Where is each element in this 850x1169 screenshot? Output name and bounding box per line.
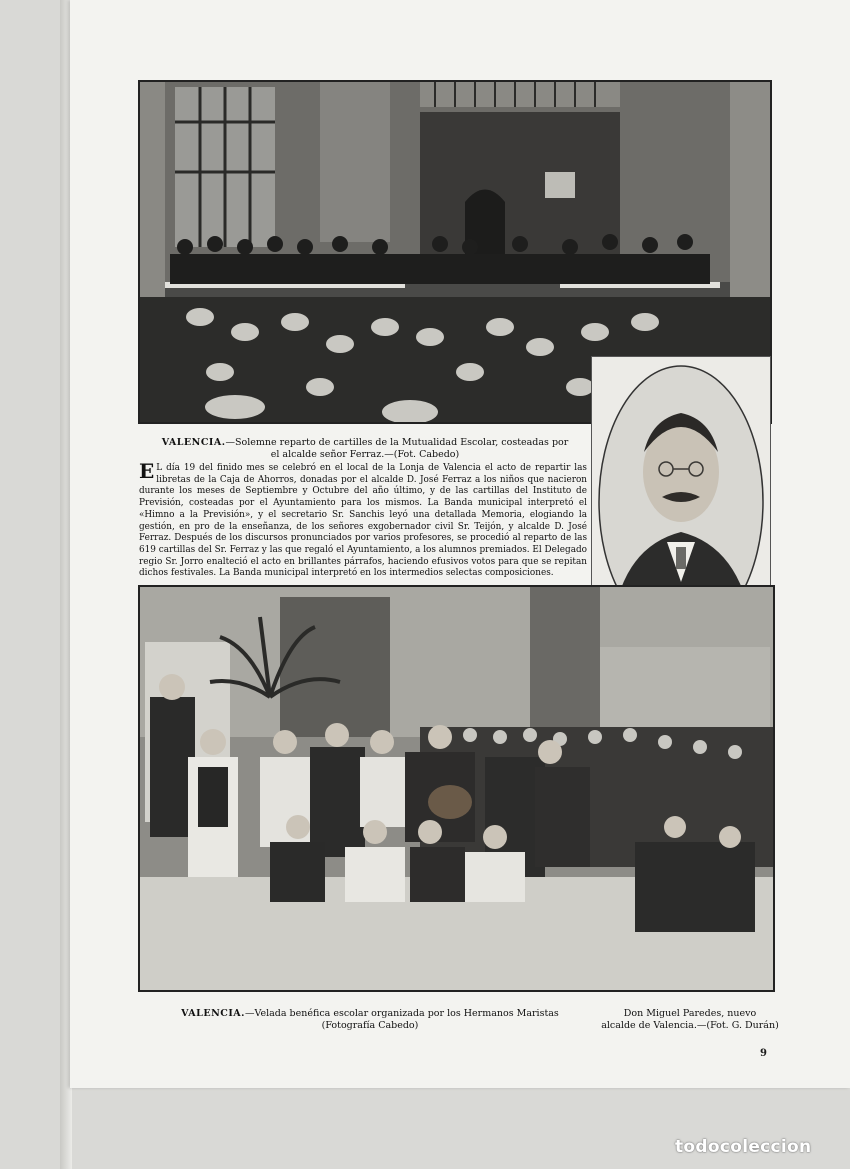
portrait-caption xyxy=(590,1008,790,1032)
portrait-caption-line1: Don Miguel Paredes, nuevo xyxy=(623,1008,757,1019)
watermark-logo: todocoleccion xyxy=(675,1137,812,1157)
bottom-caption-line1: —Velada benéfica escolar organizada por los Hermanos Maristas xyxy=(244,1008,559,1019)
article-text xyxy=(139,459,588,580)
page-number: 9 xyxy=(760,1048,767,1059)
top-caption-text: —Solemne reparto de cartilles de la Mutualidad Escolar, costeadas por el alcalde señor Ferraz.—(Fot. Cabedo) xyxy=(225,437,569,460)
top-photo-caption xyxy=(160,437,570,461)
bottom-photo-velada xyxy=(138,585,775,992)
article-body: L día 19 del finido mes se celebró en el local de la Lonja de Valencia el acto de repartir las libretas de la Caja de Ahorros, donadas por el alcalde D. José Ferraz a los niños que nacieron durante los meses de Septiembre y Octubre del año último, y de las cartillas del Instituto de Previsión, costeadas por el Ayuntamiento para los mismos. La Banda municipal interpretó el «Himno a la Previsión», y el secretario Sr. Sanchis leyó una detallada Memoria, elogiando la gestión, en pro de la enseñanza, de los señores exgobernador civil Sr. Teijón, y alcalde D. José Ferraz. Después de los discursos pronunciados por varios profesores, se procedió al reparto de las 619 cartillas del Sr. Ferraz y las que regaló el Ayuntamiento, a los alumnos premiados. El Delegado regio Sr. Jorro enalteció el acto en brillantes párrafos, haciendo efusivos votos para que se repitan dichos festivales. La Banda municipal interpretó en los intermedios selectas composiciones. xyxy=(139,463,588,579)
bottom-caption-line2: (Fotografía Cabedo) xyxy=(321,1020,419,1031)
article-drop-cap: E xyxy=(139,459,155,483)
bottom-photo-caption xyxy=(160,1008,580,1032)
bottom-caption-place: VALENCIA. xyxy=(181,1008,245,1019)
portrait-caption-line2: alcalde de Valencia.—(Fot. G. Durán) xyxy=(601,1020,779,1031)
top-caption-place: VALENCIA. xyxy=(161,437,226,448)
